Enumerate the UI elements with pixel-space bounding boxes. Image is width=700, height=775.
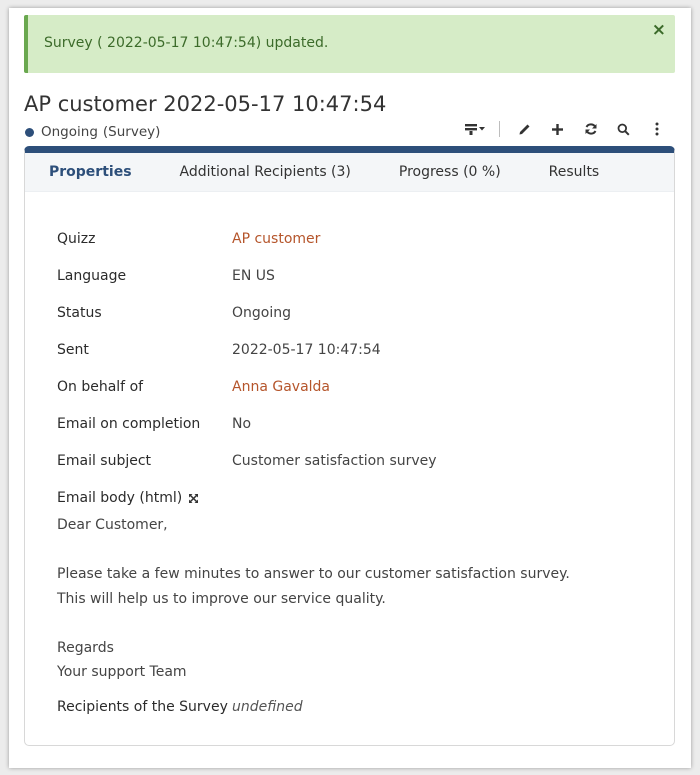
- property-value: undefined: [232, 698, 303, 715]
- toolbar: [458, 118, 673, 140]
- property-label: On behalf of: [57, 379, 144, 395]
- property-label: Quizz: [57, 231, 96, 247]
- property-label: Email on completion: [57, 416, 201, 432]
- on-behalf-of-link[interactable]: Anna Gavalda: [232, 379, 330, 395]
- property-label: Sent: [57, 342, 89, 358]
- filter-menu-icon[interactable]: [458, 118, 491, 140]
- property-row-on-behalf-of: [57, 379, 654, 416]
- search-icon[interactable]: [607, 118, 640, 140]
- refresh-icon[interactable]: [574, 118, 607, 140]
- email-body-content: [57, 513, 654, 685]
- property-row-sent: [57, 342, 654, 379]
- property-label: Status: [57, 305, 102, 321]
- property-value: 2022-05-17 10:47:54: [232, 342, 381, 358]
- property-row-quizz: [57, 231, 654, 268]
- email-body-line: Regards: [57, 639, 114, 656]
- record-type-label: (Survey): [102, 124, 161, 140]
- property-row-email-on-completion: [57, 416, 654, 453]
- property-row-email-subject: [57, 453, 654, 490]
- detail-card: [24, 146, 675, 746]
- email-body-line: Please take a few minutes to answer to our customer satisfaction survey.: [57, 566, 570, 582]
- plus-icon[interactable]: [541, 118, 574, 140]
- property-value: No: [232, 416, 252, 432]
- tab-progress[interactable]: Progress (0 %): [398, 164, 501, 180]
- properties-panel: [57, 231, 654, 736]
- property-row-status: [57, 305, 654, 342]
- property-label: Recipients of the Survey: [57, 698, 228, 715]
- main-frame: [9, 8, 691, 768]
- email-body-line: Your support Team: [57, 664, 187, 680]
- tab-properties[interactable]: Properties: [49, 164, 132, 180]
- property-value: Ongoing: [232, 305, 291, 321]
- success-alert: [24, 15, 675, 73]
- property-row-language: [57, 268, 654, 305]
- toolbar-separator: [499, 121, 500, 137]
- property-value: Customer satisfaction survey: [232, 453, 437, 469]
- close-icon[interactable]: ×: [651, 20, 666, 40]
- status-line: [25, 124, 160, 140]
- more-vertical-icon[interactable]: [640, 118, 673, 140]
- page-title: AP customer 2022-05-17 10:47:54: [24, 92, 387, 116]
- quizz-link[interactable]: AP customer: [232, 231, 321, 247]
- pencil-icon[interactable]: [508, 118, 541, 140]
- property-label: [57, 490, 232, 506]
- property-label: Language: [57, 268, 127, 284]
- email-body-label: Email body (html): [57, 490, 183, 506]
- status-label: Ongoing: [41, 124, 98, 140]
- expand-icon[interactable]: [188, 493, 199, 504]
- property-label: Email subject: [57, 453, 152, 469]
- email-body-line: Dear Customer,: [57, 517, 168, 533]
- tab-results[interactable]: Results: [548, 164, 600, 180]
- tab-additional-recipients[interactable]: Additional Recipients (3): [179, 164, 351, 180]
- property-row-recipients: [57, 699, 654, 736]
- tab-bar: [25, 153, 674, 192]
- property-value: EN US: [232, 268, 275, 284]
- alert-message: Survey ( 2022-05-17 10:47:54) updated.: [44, 35, 329, 51]
- email-body-line: This will help us to improve our service quality.: [57, 590, 386, 607]
- status-dot-icon: [25, 128, 34, 137]
